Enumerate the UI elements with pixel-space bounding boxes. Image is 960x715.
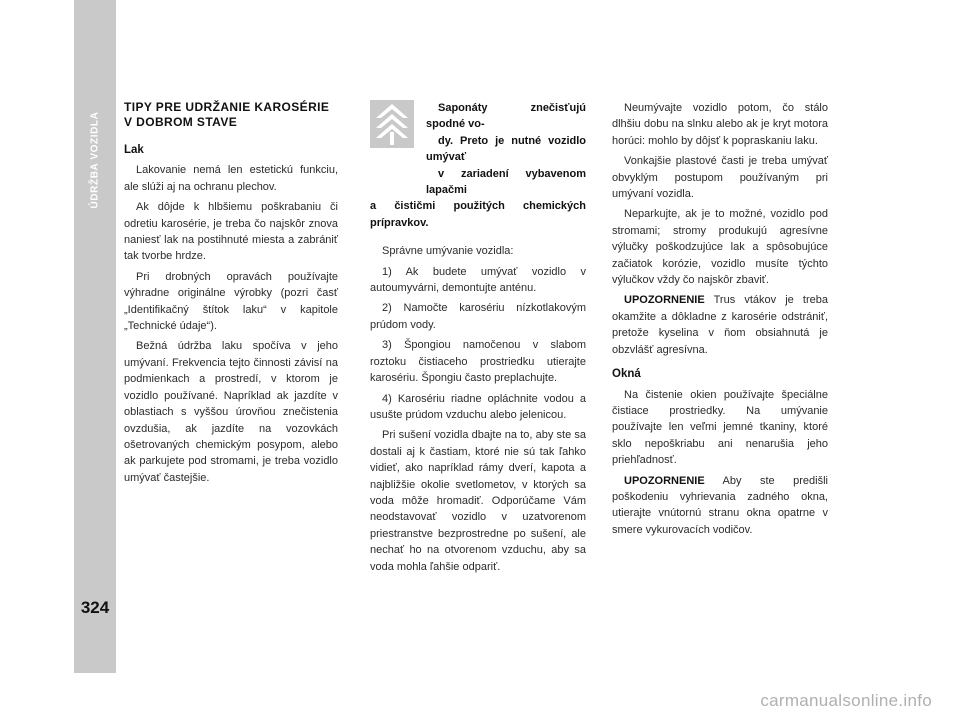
section-title-vertical: ÚDRŽBA VOZIDLA — [89, 111, 101, 209]
warning-line-2: dy. Preto je nutné vozidlo umývať — [426, 134, 586, 164]
paragraph: Správne umývanie vozidla: — [382, 245, 514, 258]
column-left — [124, 100, 338, 490]
environment-warning — [370, 100, 586, 231]
lak-heading: Lak — [124, 144, 144, 156]
warning-line-4: a čističmi použitých chemických prípravkov. — [370, 200, 586, 229]
warning-line-3: v zariadení vybavenom lapačmi — [426, 167, 586, 197]
paragraph: 3) Špongiou namočenou v slabom roztoku čistiaceho prostriedku utierajte karosériu. Špongiu často preplachujte. — [370, 339, 586, 385]
paragraph: Ak dôjde k hlbšiemu poškrabaniu či odretiu karosérie, je treba čo najskôr znova naniesť lak na postihnuté miesta a zabrániť tak tvorbe hrdze. — [124, 201, 338, 263]
paragraph: 4) Karosériu riadne opláchnite vodou a usušte prúdom vzduchu alebo jelenicou. — [370, 392, 586, 421]
page-number: 324 — [80, 598, 110, 617]
paragraph: Lakovanie nemá len estetickú funkciu, ale slúži aj na ochranu plechov. — [124, 164, 338, 193]
page-title — [124, 100, 338, 130]
column-right — [612, 100, 828, 542]
paragraph: Pri sušení vozidla dbajte na to, aby ste sa dostali aj k častiam, ktoré nie sú tak ľahko vidieť, ako napríklad rámy dverí, kapota a najbližšie okolie svetlometov, v ktorých sa voda môže hromadiť. Odporúčame Vám neodstavovať vozidlo v uzatvorenom priestranstve bezprostredne po sušení, ale nechať ho na otvorenom vzduchu, aby sa voda mohla ľahšie odpariť. — [370, 429, 586, 573]
tree-environment-icon — [370, 100, 414, 148]
warning-line-1: Saponáty znečisťujú spodné vo- — [426, 102, 586, 131]
okna-heading: Okná — [612, 368, 641, 381]
paragraph: Neumývajte vozidlo potom, čo stálo dlhšiu dobu na slnku alebo ak je kryt motora horúci: mohlo by dôjsť k popraskaniu laku. — [612, 102, 828, 147]
paragraph: Vonkajšie plastové časti je treba umývať obvyklým postupom používaným pri umývaní vozidla. — [612, 155, 828, 201]
paragraph: Neparkujte, ak je to možné, vozidlo pod stromami; stromy produkujú agresívne výlučky poškodzujúce lak a spôsobujúce začiatok korózie, vozidlo musíte týchto výlučkov vždy čo najskôr zbaviť. — [612, 208, 828, 287]
column-middle — [370, 100, 586, 579]
paragraph: 2) Namočte karosériu nízkotlakovým prúdom vody. — [370, 302, 586, 331]
side-bar — [74, 0, 116, 673]
title-line-2: V DOBROM STAVE — [124, 115, 238, 129]
warning-label: UPOZORNENIE — [624, 474, 705, 487]
paragraph: 1) Ak budete umývať vozidlo v autoumyvárni, demontujte anténu. — [370, 265, 586, 295]
warning-paragraph — [612, 473, 828, 539]
paragraph: Na čistenie okien používajte špeciálne čistiace prostriedky. Na umývanie používajte len veľmi jemné tkaniny, ktoré sklo nepoškriabu ani nenarušia jeho priehľadnosť. — [612, 388, 828, 467]
paragraph: Pri drobných opravách používajte výhradne originálne výrobky (pozri časť „Identifikačný štítok laku“ v kapitole „Technické údaje“). — [124, 270, 338, 333]
warning-text: Trus vtákov je treba okamžite a dôkladne z karosérie odstrániť, pretože kyselina v ňom obsiahnutá je obzvlášť agresívna. — [612, 294, 828, 356]
warning-paragraph — [612, 292, 828, 358]
warning-label: UPOZORNENIE — [624, 294, 705, 307]
warning-text: Aby ste predišli poškodeniu vyhrievania zadného okna, utierajte vnútornú stranu okna opatrne v smere vykurovacích vodičov. — [612, 474, 828, 536]
paragraph: Bežná údržba laku spočíva v jeho umývaní. Frekvencia tejto činnosti závisí na podmienkach a prostredí, v ktorom je vozidlo používané. Napríklad ak jazdíte v oblastiach s vyššou úrovňou znečistenia ovzdušia, ak jazdíte na vozovkách ošetrovaných chemickým posypom, alebo ak parkujete pod stromami, je treba vozidlo umývať častejšie. — [124, 340, 338, 484]
title-line-1: TIPY PRE UDRŽANIE KAROSÉRIE — [124, 100, 330, 114]
watermark: carmanualsonline.info — [760, 691, 932, 710]
